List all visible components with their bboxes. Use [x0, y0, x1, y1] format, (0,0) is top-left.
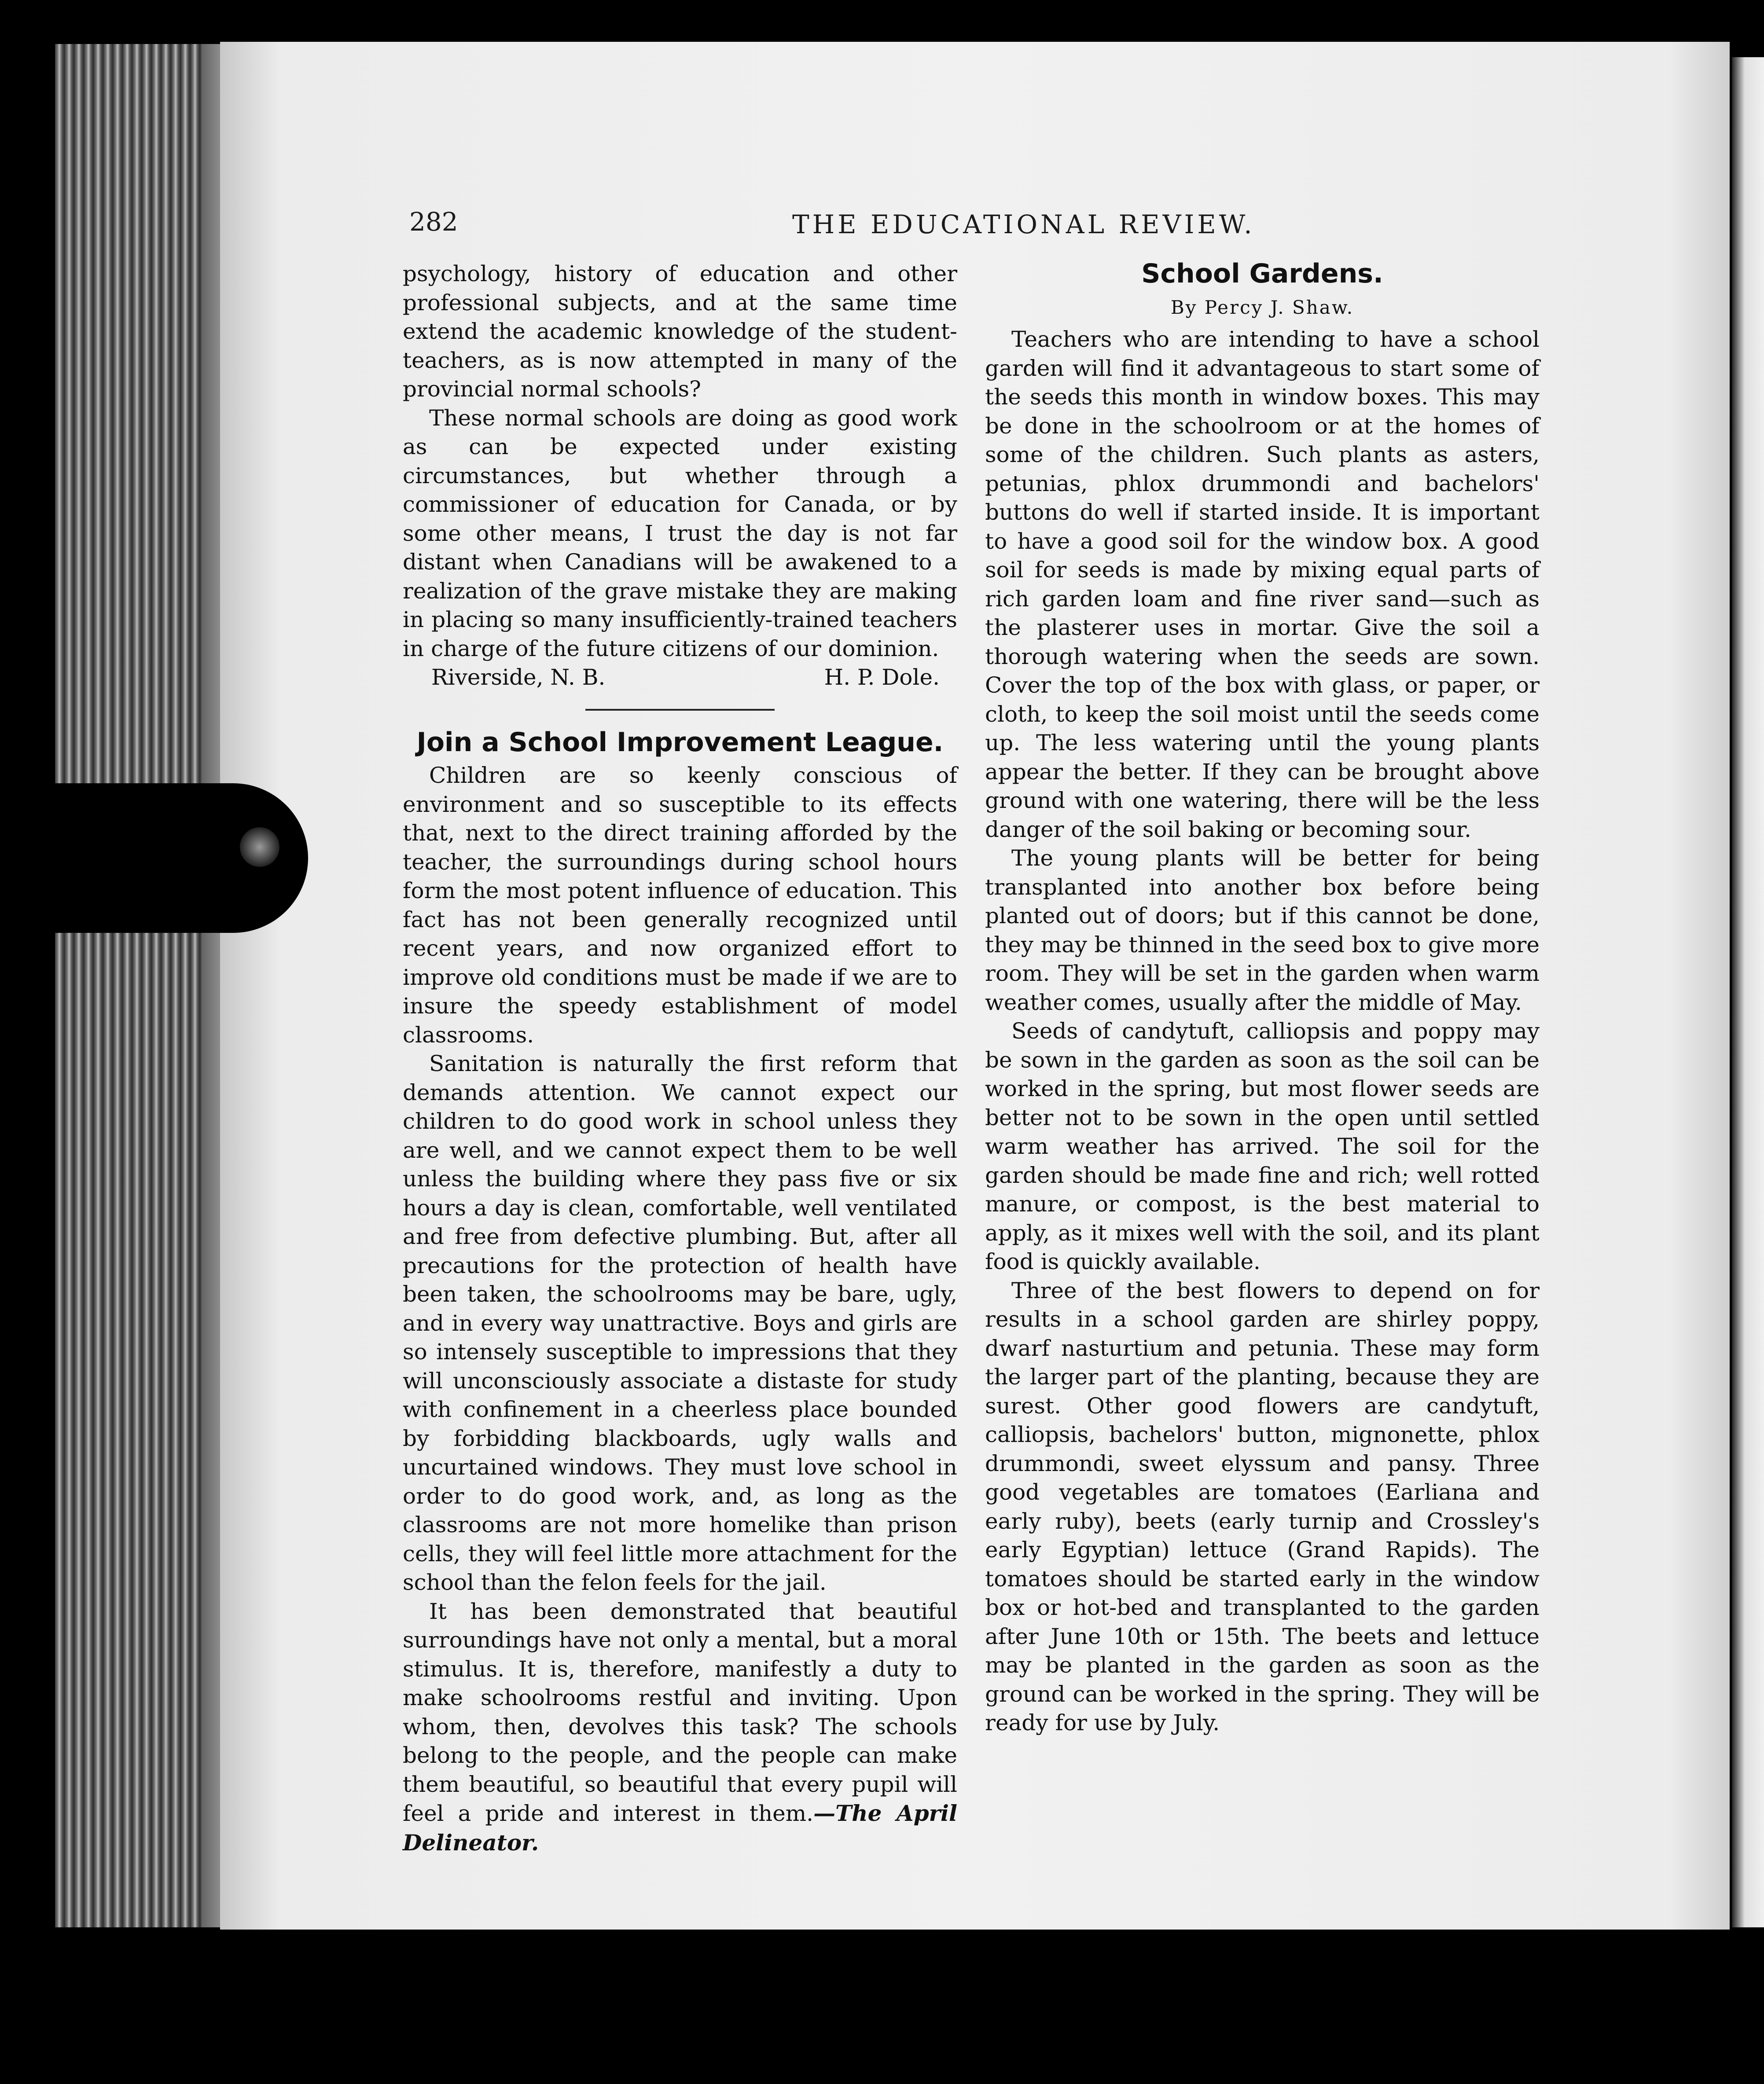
paragraph: Seeds of candytuft, calliopsis and poppy may be sown in the garden as soon as the soil can be worked in the spring, but most flower seeds are better not to be sown in the open until settled warm weather has arrived. The soil for the garden should be made fine and rich; well rotted manure, or compost, is the best material to apply, as it mixes well with the soil, and its plant food is quickly available. [985, 1018, 1540, 1274]
signature-line [403, 663, 957, 692]
paragraph: Teachers who are intending to have a school garden will find it advantageous to start some of the seeds this month in window boxes. This may be done in the schoolroom or at the homes of some of the children. Such plants as asters, petunias, phlox drummondi and bachelors' buttons do well if started inside. It is important to have a good soil for the window box. A good soil for seeds is made by mixing equal parts of rich garden loam and fine river sand—such as the plasterer uses in mortar. Give the soil a thorough watering when the seeds are sown. Cover the top of the box with glass, or paper, or cloth, to keep the soil moist until the seeds come up. The less watering until the young plants appear the better. If they can be brought above ground with one watering, there will be the less danger of the soil baking or becoming sour. [985, 327, 1540, 842]
journal-title: THE EDUCATIONAL REVIEW. [792, 209, 1255, 239]
running-header [409, 207, 1263, 242]
right-column [985, 260, 1540, 1738]
signature-place: Riverside, N. B. [431, 664, 606, 690]
page-number: 282 [409, 207, 458, 237]
paragraph: These normal schools are doing as good work as can be expected under existing circumstances, but whether through a commissioner of education for Canada, or by some other means, I trust the day is not far distant when Canadians will be awakened to a realization of the grave mistake they are making in placing so many insufficiently-trained teachers in charge of the future citizens of our dominion. [403, 405, 957, 661]
source-citation: —The April Delineator. [403, 1800, 957, 1856]
article-title: Join a School Improvement League. [416, 726, 944, 758]
paragraph: Children are so keenly conscious of environment and so susceptible to its effects that, next to the direct training afforded by the teacher, the surroundings during school hours form the most potent influence of education. This fact has not been generally recognized until recent years, and now organized effort to improve old conditions must be made if we are to insure the speedy establishment of model classrooms. [403, 763, 957, 1048]
paragraph: psychology, history of education and other professional subjects, and at the same time extend the academic knowledge of the student-teachers, as is now attempted in many of the provincial normal schools? [403, 261, 957, 402]
paragraph: The young plants will be better for being transplanted into another box before being planted out of doors; but if this cannot be done, they may be thinned in the seed box to give more room. They will be set in the garden when warm weather comes, usually after the middle of May. [985, 845, 1540, 1015]
signature-name: H. P. Dole. [824, 664, 940, 690]
byline: By Percy J. Shaw. [1170, 296, 1354, 318]
left-column [403, 260, 957, 1857]
section-divider [585, 709, 775, 711]
thumb-highlight [240, 827, 279, 867]
facing-page-edge [1732, 57, 1764, 1927]
article-title: School Gardens. [1141, 258, 1383, 289]
paragraph-text: It has been demonstrated that beautiful surroundings have not only a mental, but a moral stimulus. It is, therefore, manifestly a duty to make schoolrooms restful and inviting. Upon whom, then, devolves this task? The schools belong to the people, and the people can make them beautiful, so beautiful that every pupil will feel a pride and interest in them. [403, 1598, 957, 1826]
paragraph [403, 1597, 957, 1858]
book-page-edges [55, 44, 222, 1927]
paragraph: Three of the best flowers to depend on for results in a school garden are shirley poppy, dwarf nasturtium and petunia. These may form the larger part of the planting, because they are surest. Other good flowers are candytuft, calliopsis, bachelors' button, mignonette, phlox drummondi, sweet elyssum and pansy. Three good vegetables are tomatoes (Earliana and early ruby), beets (early turnip and Crossley's early Egyptian) lettuce (Grand Rapids). The tomatoes should be started early in the window box or hot-bed and transplanted to the garden after June 10th or 15th. The beets and lettuce may be planted in the garden as soon as the ground can be worked in the spring. They will be ready for use by July. [985, 1277, 1540, 1735]
paragraph: Sanitation is naturally the first reform that demands attention. We cannot expect our children to do good work in school unless they are well, and we cannot expect them to be well unless the building where they pass five or six hours a day is clean, comfortable, well ventilated and free from defective plumbing. But, after all precautions for the protection of health have been taken, the schoolrooms may be bare, ugly, and in every way unattractive. Boys and girls are so intensely susceptible to impressions that they will unconsciously associate a distaste for study with confinement in a cheerless place bounded by forbidding blackboards, ugly walls and uncurtained windows. They must love school in order to do good work, and, as long as the classrooms are not more homelike than prison cells, they will feel little more attachment for the school than the felon feels for the jail. [403, 1051, 957, 1595]
